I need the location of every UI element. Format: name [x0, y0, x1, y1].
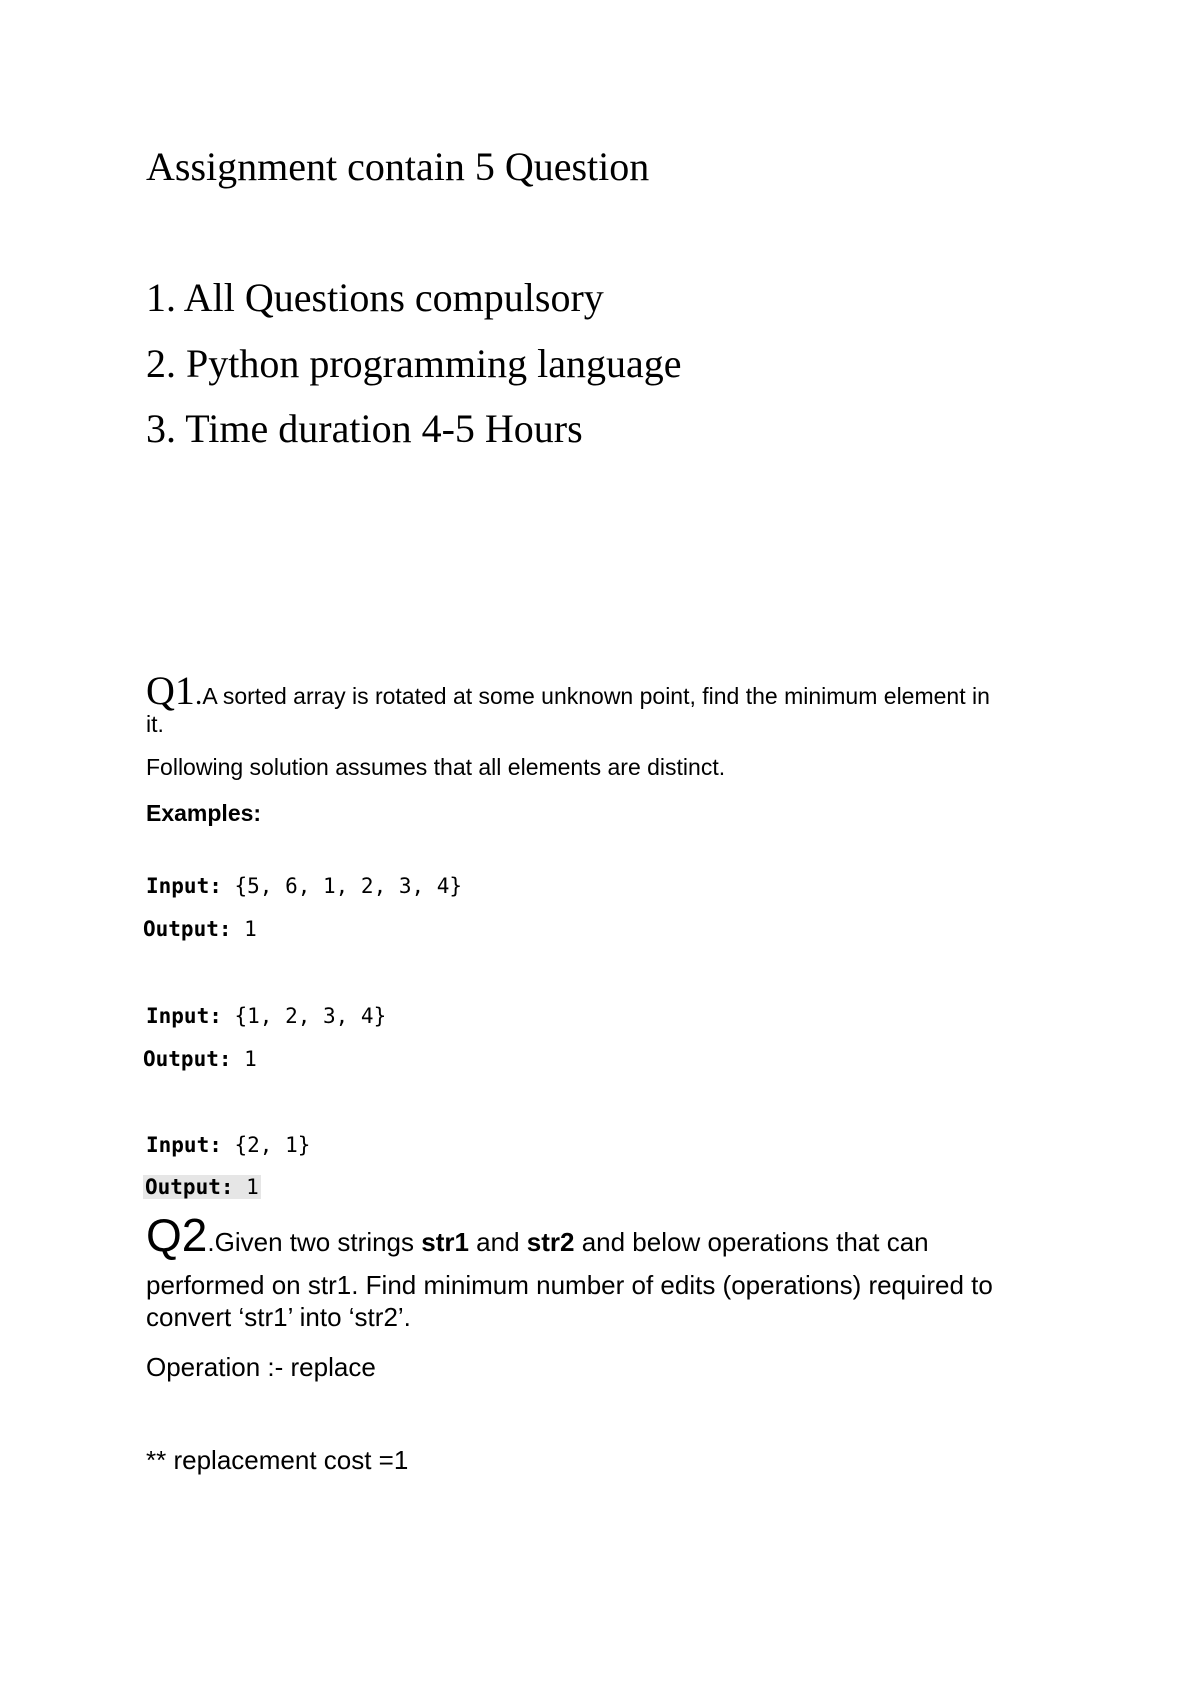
operation-text: Operation :- replace [146, 1352, 376, 1382]
q2-separator: . [207, 1227, 215, 1257]
q2-text: Given two strings [214, 1227, 422, 1257]
q1-heading [146, 667, 990, 714]
example-input [146, 874, 462, 898]
input-value: {1, 2, 3, 4} [221, 1004, 387, 1028]
example-output [143, 917, 257, 941]
str2-term: str2 [526, 1227, 575, 1257]
rule-item: 1. All Questions compulsory [146, 275, 604, 320]
input-value: {2, 1} [221, 1133, 311, 1157]
input-label: Input: [146, 874, 222, 898]
str1-term: str1 [421, 1227, 469, 1257]
output-value: 1 [231, 917, 257, 941]
output-value: 1 [231, 1047, 257, 1071]
input-label: Input: [146, 1004, 222, 1028]
q2-text-continued: performed on str1. Find minimum number of edits (operations) required to [146, 1270, 993, 1300]
q2-heading [146, 1208, 929, 1262]
q1-label: Q1 [146, 668, 195, 713]
input-label: Input: [146, 1133, 222, 1157]
examples-label: Examples: [146, 800, 262, 826]
cost-text: ** replacement cost =1 [146, 1445, 409, 1475]
q2-text: and below operations that can [574, 1227, 929, 1257]
output-value: 1 [233, 1175, 259, 1199]
q1-text-continued: it. [146, 711, 164, 737]
example-input [146, 1133, 310, 1157]
q2-label: Q2 [146, 1209, 208, 1261]
output-label: Output: [143, 917, 232, 941]
rule-item: 3. Time duration 4-5 Hours [146, 406, 583, 451]
assignment-title: Assignment contain 5 Question [146, 144, 650, 189]
input-value: {5, 6, 1, 2, 3, 4} [221, 874, 463, 898]
output-label: Output: [145, 1175, 234, 1199]
q2-text: and [468, 1227, 527, 1257]
example-input [146, 1004, 386, 1028]
output-label: Output: [143, 1047, 232, 1071]
rule-item: 2. Python programming language [146, 341, 682, 386]
q1-separator: . [194, 678, 203, 711]
q1-note: Following solution assumes that all elements are distinct. [146, 754, 726, 780]
example-output [143, 1047, 257, 1071]
q1-text: A sorted array is rotated at some unknown point, find the minimum element in [202, 683, 990, 709]
q2-text-continued: convert ‘str1’ into ‘str2’. [146, 1302, 411, 1332]
example-output-highlighted [143, 1175, 261, 1199]
